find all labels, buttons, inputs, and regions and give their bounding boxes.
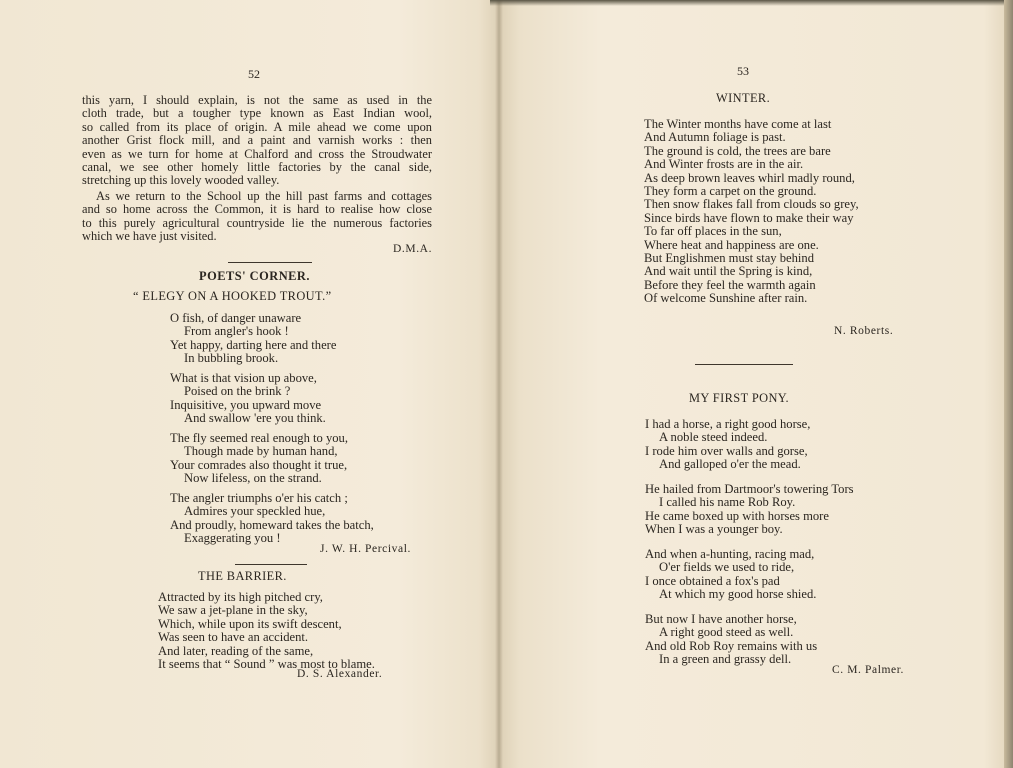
poem-line: Before they feel the warmth again bbox=[644, 277, 816, 292]
poem-line: It seems that “ Sound ” was most to blame. bbox=[158, 656, 375, 671]
poem-line: Exaggerating you ! bbox=[184, 531, 281, 546]
poem-line: In bubbling brook. bbox=[184, 351, 279, 366]
divider bbox=[228, 262, 312, 263]
essay-line: this yarn, I should explain, is not the same as used in the bbox=[82, 93, 432, 107]
essay-line: to this purely agricultural countryside lie the numerous factories bbox=[82, 215, 432, 230]
poem-stanza bbox=[645, 548, 816, 602]
poem-stanza bbox=[170, 492, 374, 546]
poem-line: The ground is cold, the trees are bare bbox=[644, 143, 831, 158]
book-gutter bbox=[495, 0, 503, 768]
poem-line: He hailed from Dartmoor's towering Tors bbox=[645, 482, 854, 496]
page-shadow bbox=[490, 0, 1013, 6]
divider bbox=[695, 364, 793, 365]
page-number-left: 52 bbox=[248, 67, 260, 81]
poem-title: WINTER. bbox=[716, 91, 771, 105]
poem-line: I called his name Rob Roy. bbox=[659, 495, 796, 510]
poem-line: In a green and grassy dell. bbox=[659, 652, 792, 667]
poem-line: Then snow flakes fall from clouds so grey, bbox=[644, 197, 859, 212]
poem-line: I once obtained a fox's pad bbox=[645, 573, 780, 588]
poem-line: They form a carpet on the ground. bbox=[644, 183, 817, 198]
right-page bbox=[499, 0, 1004, 768]
poem-line: The angler triumphs o'er his catch ; bbox=[170, 491, 348, 505]
poem-line: Was seen to have an accident. bbox=[158, 630, 309, 645]
essay-line: As we return to the School up the hill past farms and cottages bbox=[96, 189, 432, 203]
poem-line: He came boxed up with horses more bbox=[645, 508, 829, 523]
poem-author: D. S. Alexander. bbox=[297, 668, 383, 680]
poem-line: And galloped o'er the mead. bbox=[659, 457, 801, 472]
poem-stanza bbox=[645, 613, 817, 667]
essay-line: and so home across the Common, it is hard to realise how close bbox=[82, 202, 432, 217]
page-number-right: 53 bbox=[737, 64, 749, 78]
poem-line: And Autumn foliage is past. bbox=[644, 130, 786, 145]
poem-line: Of welcome Sunshine after rain. bbox=[644, 291, 808, 306]
poem-line: And wait until the Spring is kind, bbox=[644, 264, 813, 279]
poem-stanza bbox=[158, 591, 375, 671]
poem-line: But Englishmen must stay behind bbox=[644, 250, 815, 265]
poem-line: Poised on the brink ? bbox=[184, 384, 291, 399]
poem-line: Now lifeless, on the strand. bbox=[184, 471, 322, 486]
poem-line: Where heat and happiness are one. bbox=[644, 237, 819, 252]
poem-line: From angler's hook ! bbox=[184, 324, 289, 339]
poem-line: Though made by human hand, bbox=[184, 444, 338, 459]
poem-line: Inquisitive, you upward move bbox=[170, 397, 322, 412]
poem-stanza bbox=[644, 118, 859, 305]
left-page bbox=[0, 0, 499, 768]
poem-line: And later, reading of the same, bbox=[158, 643, 314, 658]
poem-line: And when a-hunting, racing mad, bbox=[645, 547, 815, 561]
poem-title: THE BARRIER. bbox=[198, 569, 287, 583]
essay-line: which we have just visited. bbox=[82, 229, 217, 244]
poem-line: A noble steed indeed. bbox=[659, 430, 768, 445]
poem-line: I had a horse, a right good horse, bbox=[645, 417, 811, 431]
poem-line: At which my good horse shied. bbox=[659, 587, 817, 602]
divider bbox=[235, 564, 307, 565]
poem-line: But now I have another horse, bbox=[645, 612, 797, 626]
poem-line: O fish, of danger unaware bbox=[170, 311, 302, 325]
poem-line: A right good steed as well. bbox=[659, 625, 794, 640]
poem-author: J. W. H. Percival. bbox=[320, 543, 411, 555]
poem-line: And swallow 'ere you think. bbox=[184, 411, 326, 426]
poem-line: I rode him over walls and gorse, bbox=[645, 443, 808, 458]
poem-title: “ ELEGY ON A HOOKED TROUT.” bbox=[133, 289, 332, 303]
poem-title: MY FIRST PONY. bbox=[689, 391, 790, 405]
essay-line: even as we turn for home at Chalford and cross the Stroudwater bbox=[82, 146, 432, 161]
essay-signature: D.M.A. bbox=[393, 243, 433, 255]
poem-line: To far off places in the sun, bbox=[644, 224, 782, 239]
poem-line: Attracted by its high pitched cry, bbox=[158, 590, 323, 604]
poem-line: When I was a younger boy. bbox=[645, 522, 783, 537]
poem-line: And proudly, homeward takes the batch, bbox=[170, 517, 374, 532]
poem-line: And old Rob Roy remains with us bbox=[645, 638, 818, 653]
poem-line: The fly seemed real enough to you, bbox=[170, 431, 349, 445]
book-edge bbox=[1004, 0, 1013, 768]
section-title: POETS' CORNER. bbox=[199, 269, 310, 283]
essay-paragraph-2 bbox=[82, 190, 432, 244]
poem-stanza bbox=[170, 432, 348, 486]
poem-line: Your comrades also thought it true, bbox=[170, 457, 348, 472]
poem-line: And Winter frosts are in the air. bbox=[644, 157, 804, 172]
poem-line: As deep brown leaves whirl madly round, bbox=[644, 170, 855, 185]
poem-line: Which, while upon its swift descent, bbox=[158, 616, 342, 631]
essay-line: stretching up this lovely wooded valley. bbox=[82, 173, 280, 188]
poem-stanza bbox=[645, 483, 854, 537]
essay-line: another Grist flock mill, and a paint and varnish works : then bbox=[82, 133, 432, 148]
poem-line: Admires your speckled hue, bbox=[184, 504, 326, 519]
poem-stanza bbox=[170, 372, 326, 426]
poem-line: O'er fields we used to ride, bbox=[659, 560, 795, 575]
poem-line: Since birds have flown to make their way bbox=[644, 210, 854, 225]
poem-stanza bbox=[170, 312, 336, 366]
poem-line: Yet happy, darting here and there bbox=[170, 337, 337, 352]
essay-line: canal, we see other homely little factories by the canal side, bbox=[82, 159, 432, 174]
poem-stanza bbox=[645, 418, 810, 472]
essay-line: cloth trade, but a tougher type known as East Indian wool, bbox=[82, 106, 432, 121]
essay-paragraph-1 bbox=[82, 94, 432, 188]
poem-line: What is that vision up above, bbox=[170, 371, 317, 385]
poem-author: C. M. Palmer. bbox=[832, 664, 905, 676]
essay-line: so called from its place of origin. A mile ahead we come upon bbox=[82, 119, 432, 134]
poem-author: N. Roberts. bbox=[834, 325, 894, 337]
poem-line: The Winter months have come at last bbox=[644, 117, 832, 131]
poem-line: We saw a jet-plane in the sky, bbox=[158, 603, 308, 618]
